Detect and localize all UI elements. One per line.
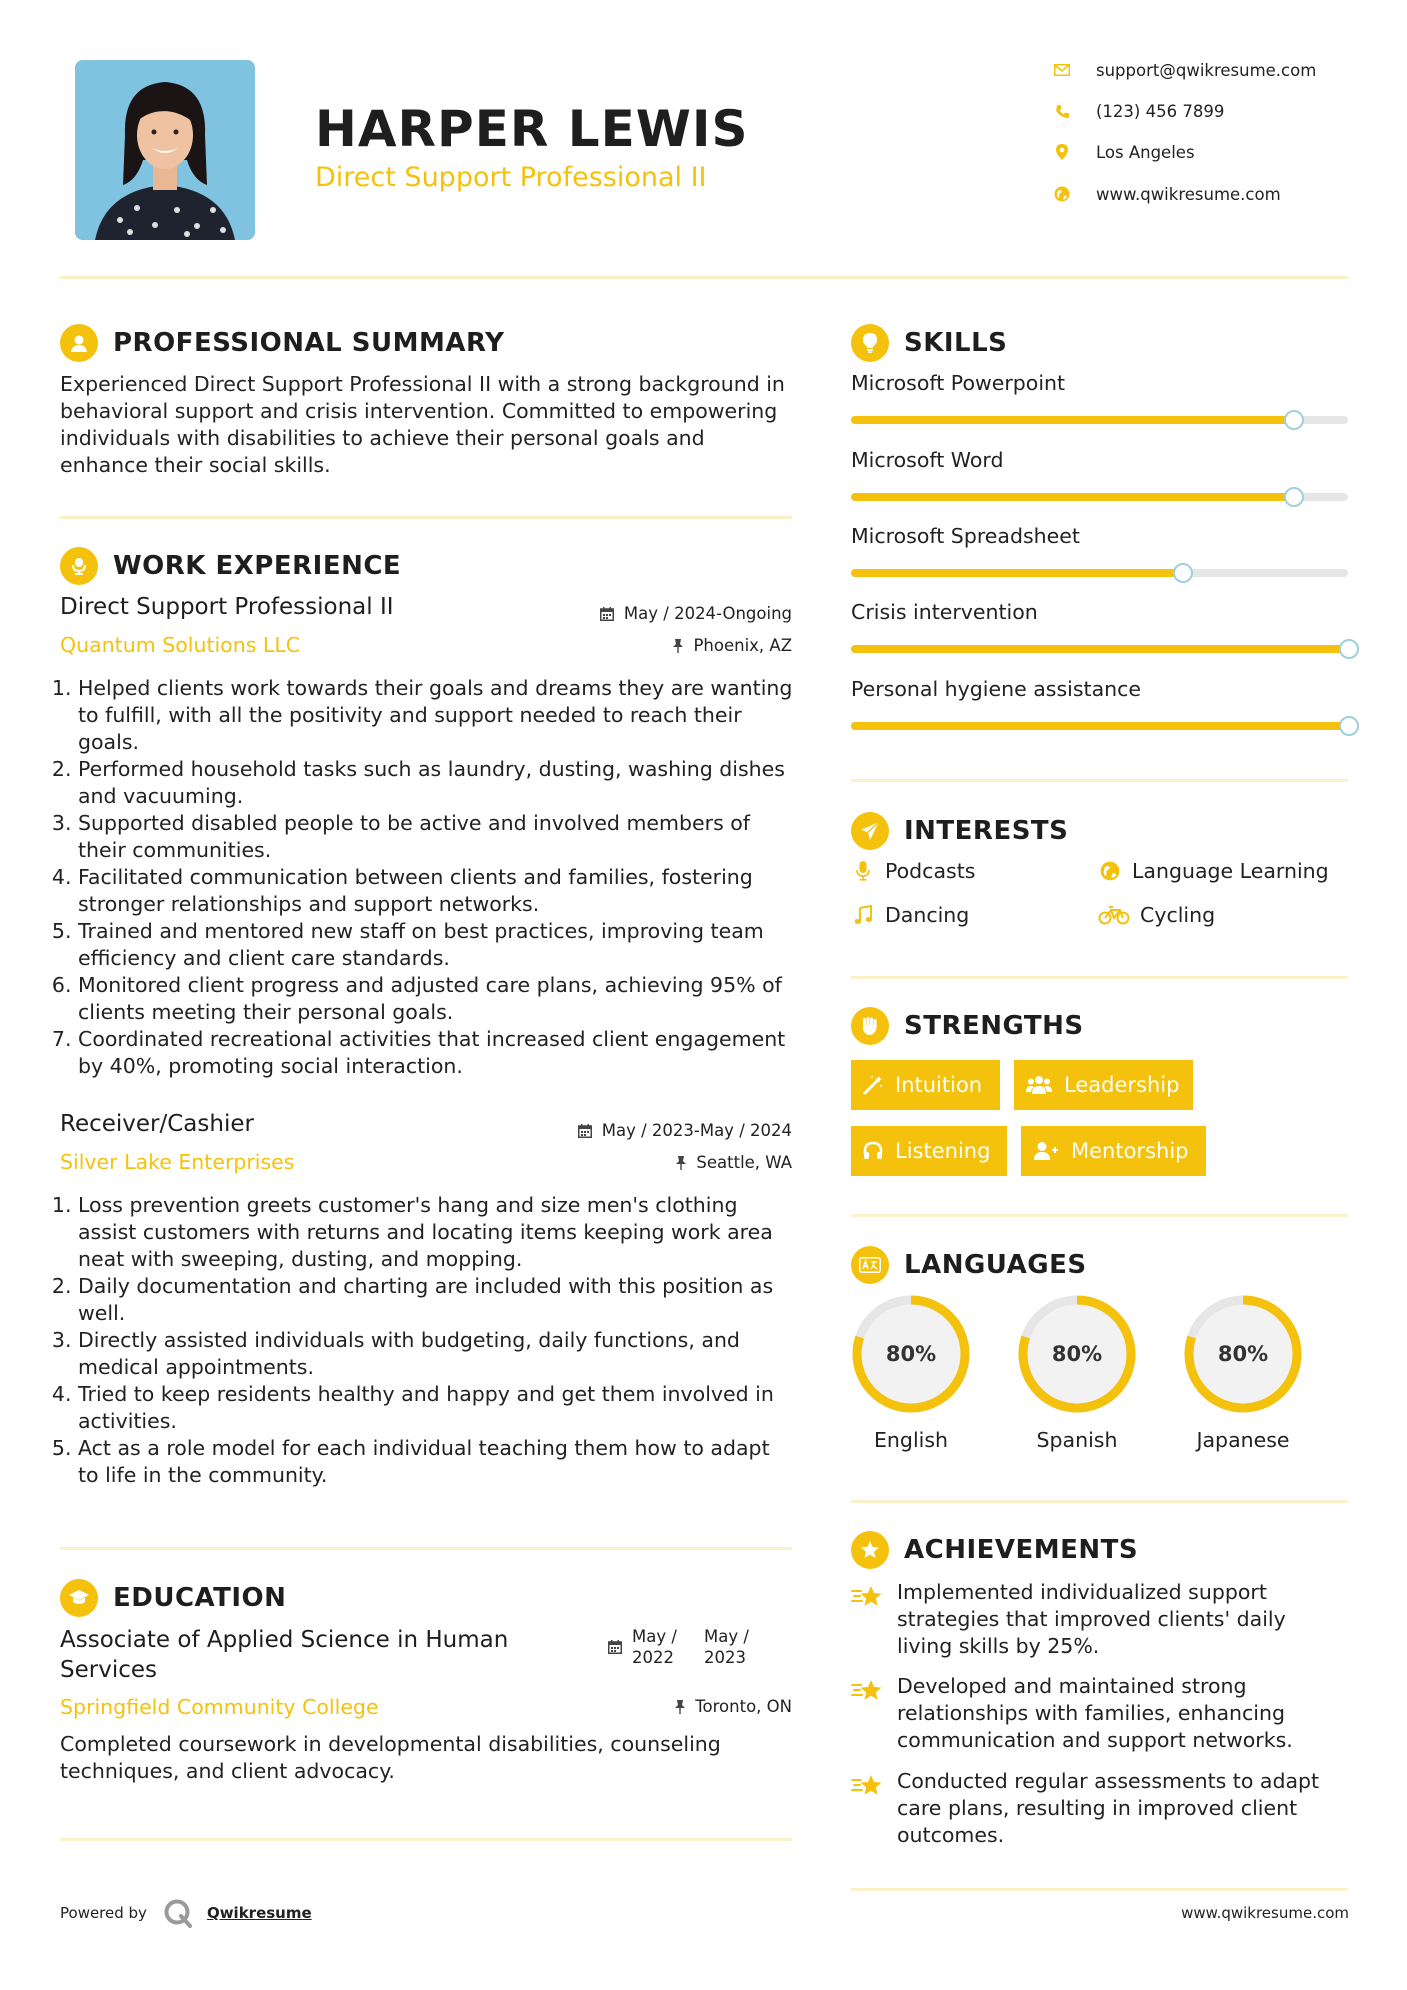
skill-slider-handle[interactable]: [1339, 716, 1359, 736]
pushpin-icon: [675, 1700, 685, 1714]
qwikresume-logo-icon: [163, 1898, 193, 1928]
skill-slider-handle[interactable]: [1173, 563, 1193, 583]
education-school: Springfield Community College: [60, 1695, 379, 1719]
interests-section-header: [851, 811, 1068, 851]
interest-label: Language Learning: [1132, 859, 1329, 883]
summary-title: PROFESSIONAL SUMMARY: [113, 328, 505, 358]
contact-email[interactable]: [1052, 56, 1382, 84]
language-icon: [851, 1246, 889, 1284]
strengths-section-header: [851, 1006, 1084, 1046]
user-plus-icon: [1033, 1141, 1059, 1161]
envelope-icon: [1052, 60, 1072, 80]
skill-item: [851, 524, 1351, 548]
skills-title: SKILLS: [904, 328, 1008, 358]
languages-section-header: [851, 1245, 1087, 1285]
list-item: 6. Monitored client progress and adjusted care plans, achieving 95% of clients meeting their personal goals.: [78, 972, 795, 1026]
languages-title: LANGUAGES: [904, 1250, 1087, 1280]
users-icon: [1026, 1075, 1052, 1095]
achievement-item: [851, 1579, 1351, 1660]
skill-track: [851, 722, 1348, 730]
contact-location: [1052, 138, 1382, 166]
contact-email-text: support@qwikresume.com: [1096, 60, 1317, 80]
footer-website[interactable]: www.qwikresume.com: [1181, 1904, 1349, 1922]
candidate-name: HARPER LEWIS: [315, 100, 749, 158]
skill-fill: [851, 493, 1293, 501]
interest-item: [851, 903, 969, 927]
job-2-company: Silver Lake Enterprises: [60, 1150, 295, 1174]
education-description: Completed coursework in developmental disabilities, counseling techniques, and client advocacy.: [60, 1732, 721, 1783]
education-degree: Associate of Applied Science in Human Services: [60, 1627, 509, 1683]
skill-track: [851, 416, 1348, 424]
language-name: Spanish: [1036, 1428, 1118, 1452]
skill-fill: [851, 722, 1348, 730]
interests-divider: [851, 976, 1348, 979]
music-note-icon: [851, 905, 875, 925]
shooting-star-icon: [851, 1579, 885, 1660]
list-item: 2. Performed household tasks such as laundry, dusting, washing dishes and vacuuming.: [78, 756, 795, 810]
skill-item: [851, 448, 1351, 472]
skill-item: [851, 371, 1351, 395]
achievements-title: ACHIEVEMENTS: [904, 1535, 1139, 1565]
contact-location-text: Los Angeles: [1096, 142, 1195, 162]
list-item: 1. Loss prevention greets customer's hang and size men's clothing assist customers with returns and locating items keeping work area neat with sweeping, dusting, and mopping.: [78, 1192, 795, 1273]
list-item: 1. Helped clients work towards their goals and dreams they are wanting to fulfill, with all the positivity and support needed to reach their goals.: [78, 675, 795, 756]
strength-label: Intuition: [895, 1073, 983, 1097]
job-1-date-text: May / 2024-Ongoing: [623, 604, 792, 623]
skill-item: [851, 600, 1351, 624]
contact-website-text: www.qwikresume.com: [1096, 184, 1281, 204]
strength-tag: [1014, 1060, 1193, 1110]
candidate-role: Direct Support Professional II: [315, 162, 707, 193]
header-divider: [60, 276, 1348, 279]
shooting-star-icon: [851, 1673, 885, 1754]
list-item: 3. Supported disabled people to be active and involved members of their communities.: [78, 810, 795, 864]
shooting-star-icon: [851, 1768, 885, 1849]
experience-title: WORK EXPERIENCE: [113, 551, 402, 581]
language-name: Japanese: [1196, 1428, 1290, 1452]
job-2-location-text: Seattle, WA: [696, 1153, 792, 1172]
achievements-divider: [851, 1888, 1348, 1891]
skill-name: Microsoft Spreadsheet: [851, 524, 1080, 548]
trophy-icon: [851, 1531, 889, 1569]
education-divider: [60, 1838, 792, 1841]
interest-label: Dancing: [885, 903, 970, 927]
achievement-text: Developed and maintained strong relationships with families, enhancing communication and support networks.: [897, 1674, 1293, 1752]
magic-wand-icon: [863, 1075, 883, 1095]
skill-track: [851, 569, 1348, 577]
language-progress-ring: [1181, 1292, 1305, 1416]
strength-label: Leadership: [1064, 1073, 1180, 1097]
language-progress-ring: [1015, 1292, 1139, 1416]
job-2-date-text: May / 2023-May / 2024: [601, 1121, 792, 1140]
education-title: EDUCATION: [113, 1583, 287, 1613]
skill-fill: [851, 645, 1348, 653]
skill-name: Microsoft Powerpoint: [851, 371, 1066, 395]
interest-label: Cycling: [1140, 903, 1216, 927]
strengths-divider: [851, 1214, 1348, 1217]
list-item: 2. Daily documentation and charting are included with this position as well.: [78, 1273, 795, 1327]
skill-slider-handle[interactable]: [1339, 639, 1359, 659]
achievement-text: Conducted regular assessments to adapt care plans, resulting in improved client outcomes.: [897, 1769, 1320, 1847]
skill-fill: [851, 416, 1293, 424]
skill-track: [851, 493, 1348, 501]
skills-section-header: [851, 323, 1007, 363]
globe-icon: [1052, 184, 1072, 204]
calendar-icon: [600, 607, 614, 621]
strength-tag: [851, 1126, 1007, 1176]
job-2-location: [540, 1153, 792, 1172]
qwikresume-brand-link[interactable]: Qwikresume: [206, 1904, 312, 1922]
list-item: 4. Tried to keep residents healthy and happy and get them involved in activities.: [78, 1381, 795, 1435]
language-name: English: [873, 1428, 949, 1452]
list-item: 4. Facilitated communication between clients and families, fostering stronger relationships and support networks.: [78, 864, 795, 918]
paper-plane-icon: [851, 812, 889, 850]
graduation-cap-icon: [60, 1579, 98, 1617]
skills-divider: [851, 779, 1348, 782]
experience-divider: [60, 1547, 792, 1550]
strengths-title: STRENGTHS: [904, 1011, 1084, 1041]
education-date-start: May / 2022: [632, 1627, 677, 1667]
globe-icon: [1098, 861, 1122, 881]
job-1-location: [540, 636, 792, 655]
powered-by-label: Powered by: [60, 1904, 147, 1922]
list-item: 7. Coordinated recreational activities that increased client engagement by 40%, promoting social interaction.: [78, 1026, 795, 1080]
list-item: 3. Directly assisted individuals with budgeting, daily functions, and medical appointments.: [78, 1327, 795, 1381]
user-icon: [60, 324, 98, 362]
fist-icon: [851, 1007, 889, 1045]
job-1-company: Quantum Solutions LLC: [60, 633, 301, 657]
strength-label: Listening: [895, 1139, 991, 1163]
language-percent: 80%: [1217, 1342, 1269, 1366]
summary-section-header: [60, 323, 504, 363]
job-2-date: [540, 1121, 792, 1140]
language-item: [1181, 1292, 1305, 1452]
briefcase-icon: [60, 547, 98, 585]
pushpin-icon: [673, 639, 683, 653]
language-item: [1015, 1292, 1139, 1452]
skill-name: Microsoft Word: [851, 448, 1004, 472]
summary-text: Experienced Direct Support Professional II with a strong background in behavioral support and crisis intervention. Committed to empowering individuals with disabilities to achieve their personal goals and enhance their social skills.: [60, 372, 785, 477]
contact-website[interactable]: [1052, 180, 1382, 208]
job-1-title: Direct Support Professional II: [60, 594, 394, 620]
job-2-title: Receiver/Cashier: [60, 1111, 254, 1137]
contact-phone-text: (123) 456 7899: [1096, 101, 1225, 121]
pushpin-icon: [676, 1156, 686, 1170]
languages-divider: [851, 1500, 1348, 1503]
achievement-text: Implemented individualized support strategies that improved clients' daily living skills by 25%.: [897, 1580, 1286, 1658]
skill-name: Crisis intervention: [851, 600, 1038, 624]
education-date: [608, 1626, 754, 1668]
education-location-text: Toronto, ON: [695, 1697, 792, 1716]
summary-divider: [60, 516, 792, 519]
job-1-location-text: Phoenix, AZ: [693, 636, 792, 655]
education-location: [540, 1697, 792, 1716]
profile-photo: [75, 60, 255, 240]
list-item: 5. Trained and mentored new staff on best practices, improving team efficiency and client care standards.: [78, 918, 795, 972]
strength-tag: [851, 1060, 1000, 1110]
job-1-date: [540, 604, 792, 623]
skill-name: Personal hygiene assistance: [851, 677, 1142, 701]
strength-label: Mentorship: [1071, 1139, 1189, 1163]
interest-item: [851, 859, 975, 883]
job-2-responsibilities: [60, 1192, 795, 1489]
language-progress-ring: [849, 1292, 973, 1416]
footer-powered-by: [60, 1898, 312, 1928]
education-section-header: [60, 1578, 286, 1618]
skill-item: [851, 677, 1351, 701]
achievement-item: [851, 1768, 1351, 1849]
job-1-responsibilities: [60, 675, 795, 1080]
interest-item: [1098, 903, 1215, 927]
skill-slider-handle[interactable]: [1284, 487, 1304, 507]
interests-title: INTERESTS: [904, 816, 1069, 846]
language-percent: 80%: [1051, 1342, 1103, 1366]
phone-icon: [1052, 101, 1072, 121]
experience-section-header: [60, 546, 401, 586]
education-date-end: May / 2023: [704, 1627, 749, 1667]
skill-track: [851, 645, 1348, 653]
skill-fill: [851, 569, 1182, 577]
achievements-section-header: [851, 1530, 1138, 1570]
calendar-icon: [608, 1640, 622, 1654]
bicycle-icon: [1098, 905, 1130, 925]
achievement-item: [851, 1673, 1351, 1754]
headphones-icon: [863, 1141, 883, 1161]
calendar-icon: [578, 1124, 592, 1138]
interest-item: [1098, 859, 1329, 883]
lightbulb-icon: [851, 324, 889, 362]
list-item: 5. Act as a role model for each individual teaching them how to adapt to life in the community.: [78, 1435, 795, 1489]
language-item: [849, 1292, 973, 1452]
microphone-icon: [851, 861, 875, 881]
contact-phone: [1052, 97, 1382, 125]
strength-tag: [1021, 1126, 1206, 1176]
interest-label: Podcasts: [885, 859, 976, 883]
language-percent: 80%: [885, 1342, 937, 1366]
skill-slider-handle[interactable]: [1284, 410, 1304, 430]
map-pin-icon: [1052, 142, 1072, 162]
